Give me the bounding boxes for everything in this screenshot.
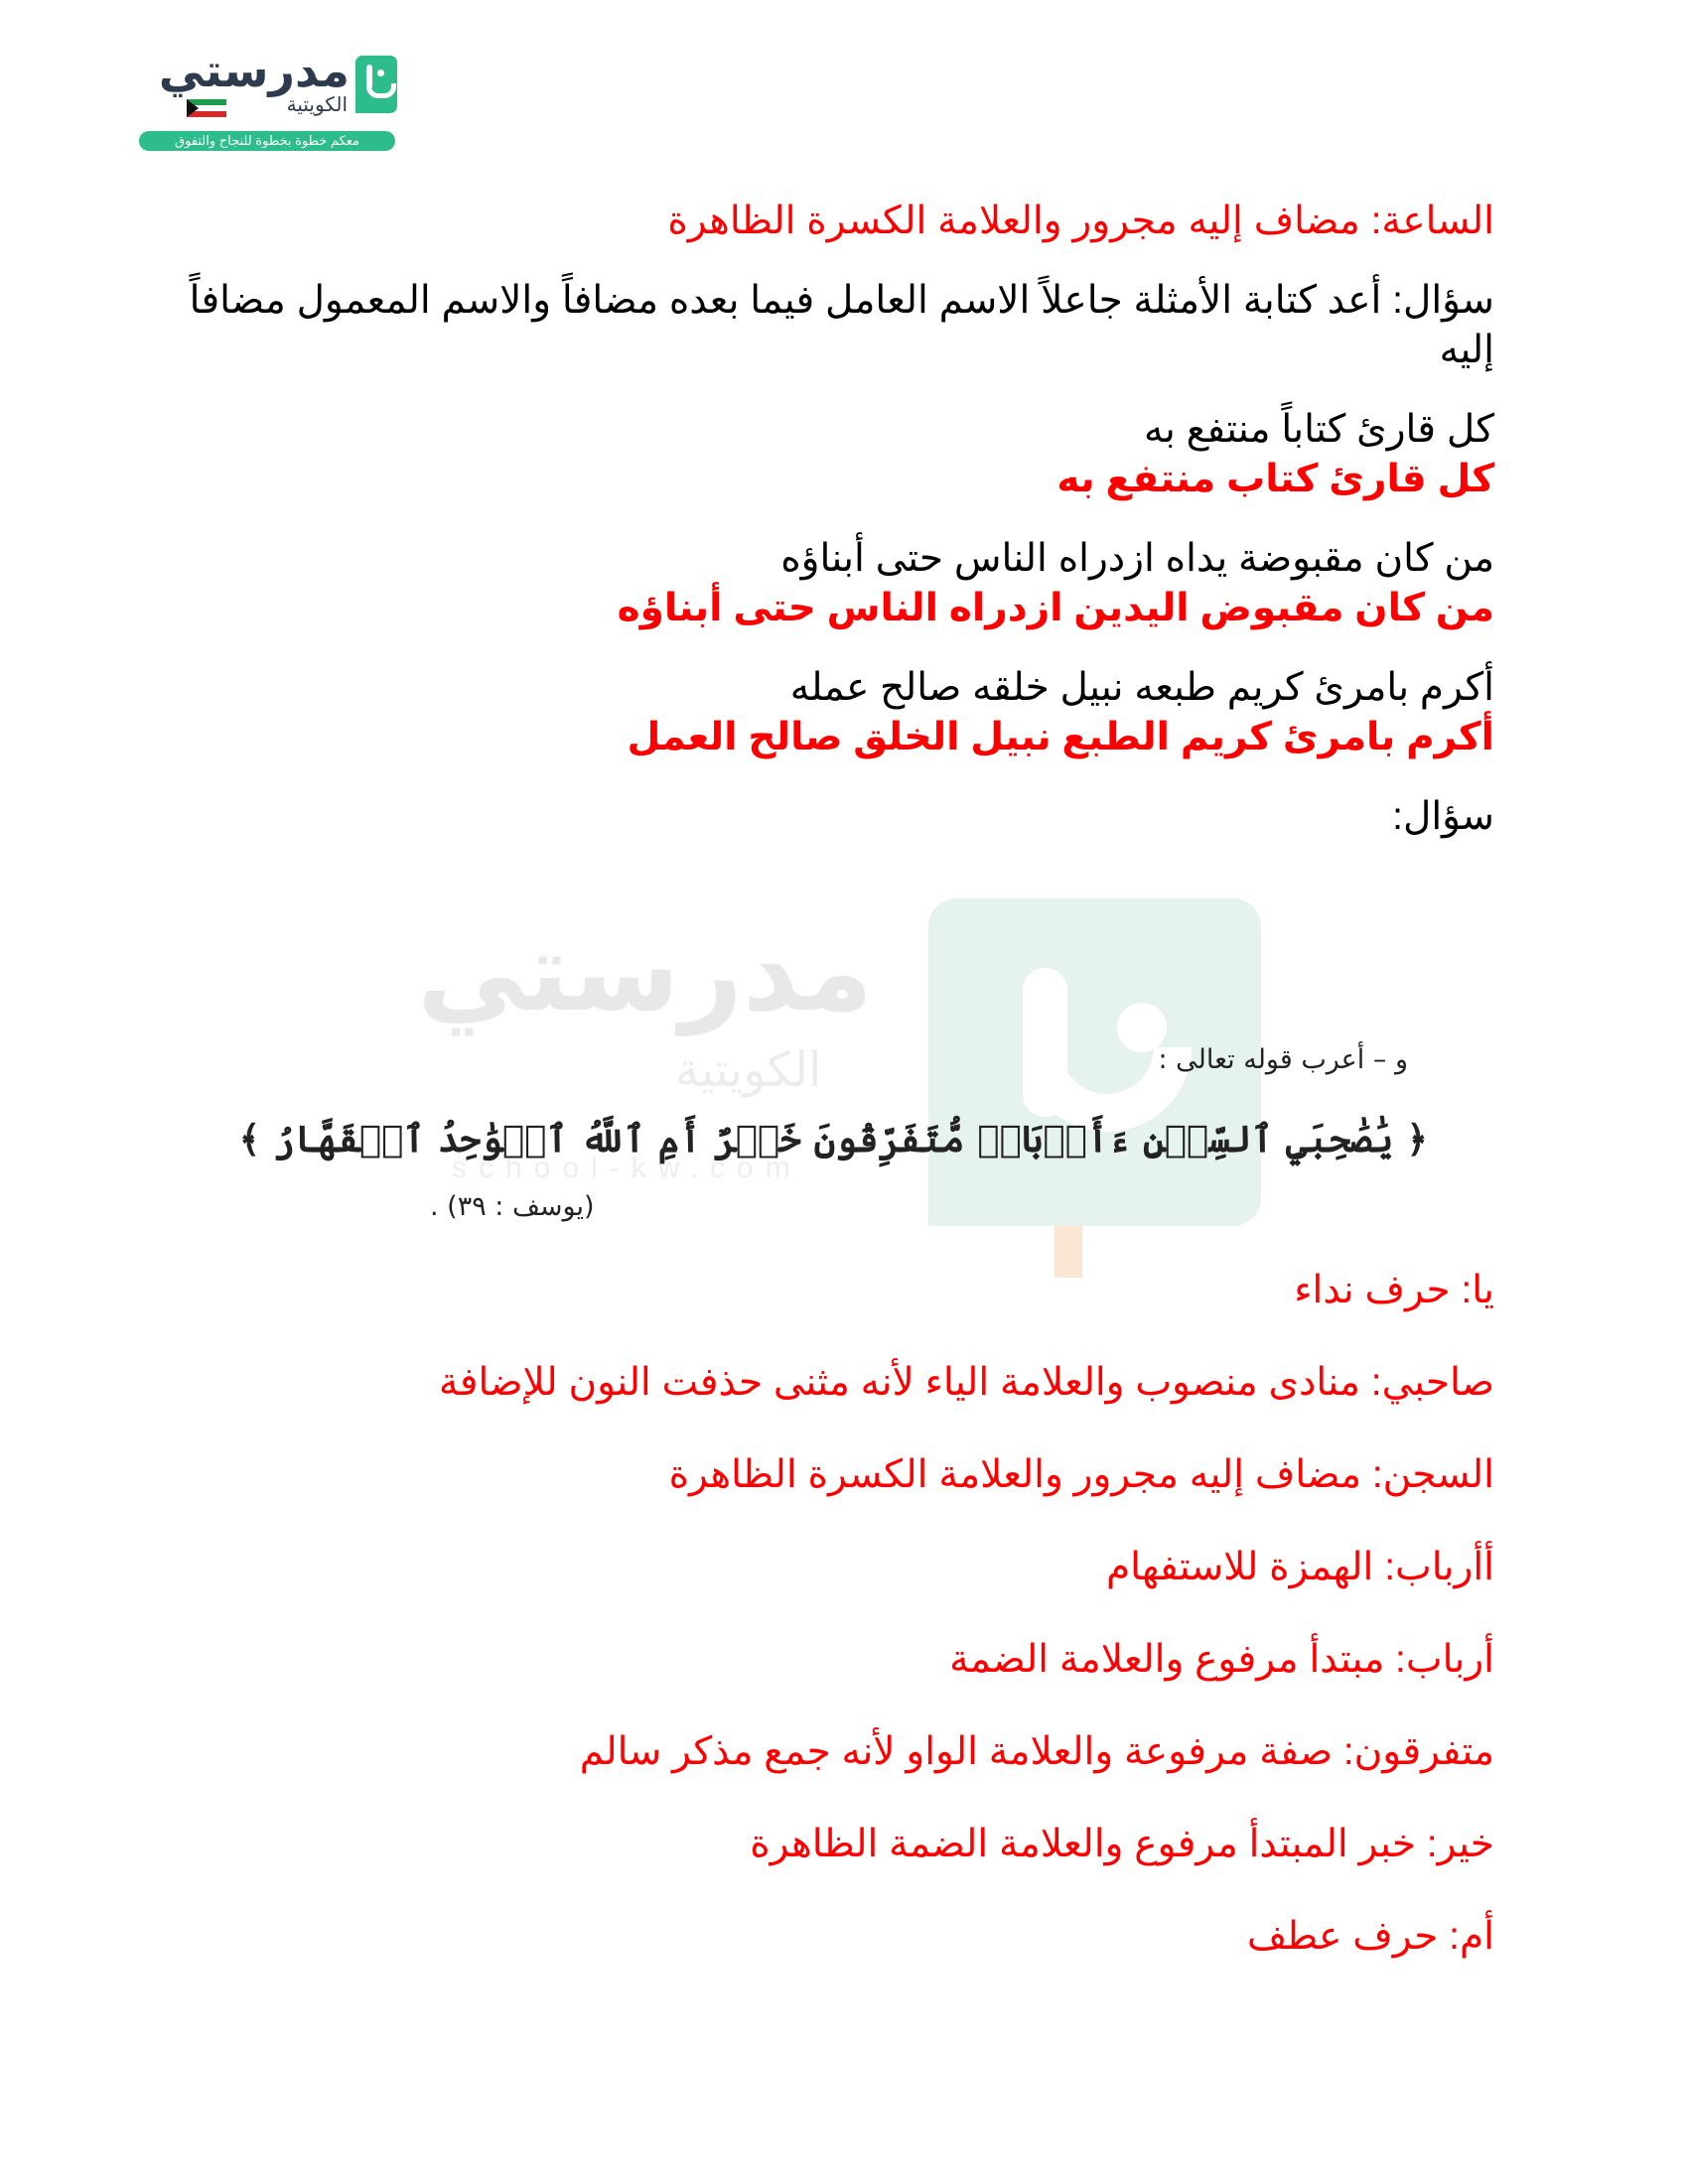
answer-line: من كان مقبوض اليدين ازدراه الناس حتى أبناؤه <box>617 587 1494 629</box>
logo-name: مدرستي <box>158 45 350 96</box>
logo-subtitle: الكويتية <box>286 94 348 116</box>
answer-line: أرباب: مبتدأ مرفوع والعلامة الضمة <box>949 1638 1494 1681</box>
kuwait-flag-icon <box>187 99 226 117</box>
question-heading: سؤال: <box>1392 795 1494 838</box>
answer-line: أأرباب: الهمزة للاستفهام <box>1106 1546 1494 1588</box>
answer-line: صاحبي: منادى منصوب والعلامة الياء لأنه مثنى حذفت النون للإضافة <box>438 1361 1494 1404</box>
answer-line: كل قارئ كتاب منتفع به <box>1056 458 1494 500</box>
answer-line: خير: خبر المبتدأ مرفوع والعلامة الضمة الظاهرة <box>750 1823 1494 1865</box>
answer-line: يا: حرف نداء <box>1294 1269 1494 1311</box>
watermark-name: مدرستي <box>417 911 874 1033</box>
answer-line: أم: حرف عطف <box>1246 1915 1494 1958</box>
watermark-subtitle: الكويتية <box>675 1044 822 1097</box>
quran-verse: ﴿ يَٰصَٰحِبَيِ ٱلسِّجۡنِ ءَأَرۡبَابٞ مُّتَفَرِّقُونَ خَيۡرٌ أَمِ ٱللَّهُ ٱلۡوَٰحِدُ ٱلۡقَهَّارُ ﴾ <box>238 1117 1428 1160</box>
site-logo[interactable] <box>139 45 397 154</box>
answer-line: السجن: مضاف إليه مجرور والعلامة الكسرة الظاهرة <box>668 1453 1494 1496</box>
example-line: من كان مقبوضة يداه ازدراه الناس حتى أبناؤه <box>780 537 1494 580</box>
answer-line: أكرم بامرئ كريم الطبع نبيل الخلق صالح العمل <box>627 716 1494 758</box>
watermark-url: school-kw.com <box>452 1152 802 1184</box>
logo-tagline: معكم خطوة بخطوة للنجاح والتفوق <box>139 131 395 151</box>
question-line: سؤال: أعد كتابة الأمثلة جاعلاً الاسم العامل فيما بعده مضافاً والاسم المعمول مضافاً إليه <box>189 279 1494 371</box>
example-line: أكرم بامرئ كريم طبعه نبيل خلقه صالح عمله <box>789 666 1494 709</box>
example-line: كل قارئ كتاباً منتفع به <box>1144 408 1494 451</box>
answer-line: متفرقون: صفة مرفوعة والعلامة الواو لأنه جمع مذكر سالم <box>579 1730 1494 1773</box>
quran-instruction: و – أعرب قوله تعالى : <box>1158 1044 1408 1075</box>
logo-icon <box>355 56 397 113</box>
quran-reference: (يوسف : ٣٩) . <box>430 1191 595 1222</box>
answer-line: الساعة: مضاف إليه مجرور والعلامة الكسرة الظاهرة <box>667 200 1494 242</box>
answers-list <box>159 1266 1494 1962</box>
worksheet-content <box>159 197 1494 842</box>
quran-excerpt <box>238 1032 1438 1246</box>
